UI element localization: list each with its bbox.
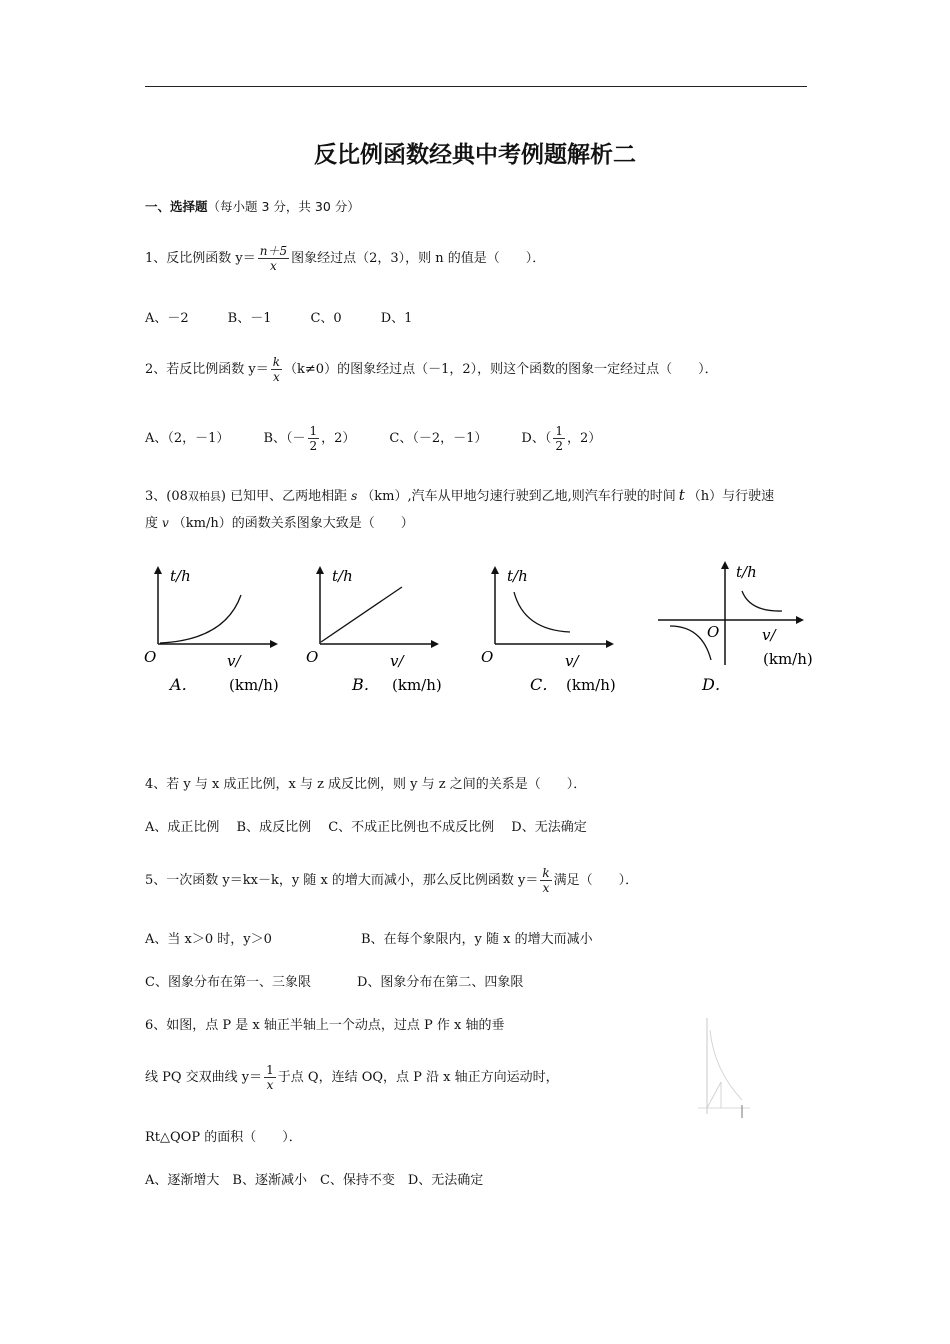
graph-a-letter: A． xyxy=(170,675,198,694)
graph-c xyxy=(481,567,616,694)
q3-var-v: v xyxy=(162,516,169,530)
q6-figure-oq xyxy=(707,1082,721,1108)
question-6-line-3: Rt△QOP 的面积（ ）． xyxy=(145,1130,302,1145)
graph-d-t-label: t/h xyxy=(736,563,757,581)
section-note: （每小题 3 分，共 30 分） xyxy=(207,199,360,214)
graph-d xyxy=(658,563,813,694)
q6-figure-curve xyxy=(710,1030,742,1100)
graph-a xyxy=(144,567,279,694)
graph-a-origin: O xyxy=(144,648,157,666)
q1-options: A、－2 B、－1 C、0 D、1 xyxy=(145,311,413,326)
q6-frac-den: x xyxy=(266,1078,274,1092)
q3-var-s: s xyxy=(351,489,358,503)
q2-option-d-frac: $\frac{1}{2}$ xyxy=(555,424,563,453)
graph-a-curve xyxy=(160,595,241,643)
q6-options: A、逐渐增大 B、逐渐减小 C、保持不变 D、无法确定 xyxy=(145,1173,484,1188)
q5-fraction xyxy=(540,866,551,895)
section-label: 一、选择题 xyxy=(145,199,208,214)
graph-d-origin: O xyxy=(707,623,720,641)
graph-b-unit: (km/h) xyxy=(392,676,442,694)
graph-d-curve-q1 xyxy=(742,591,782,611)
q4-options: A、成正比例 B、成反比例 C、不成正比例也不成反比例 D、无法确定 xyxy=(145,820,587,835)
q2-frac-num: k xyxy=(272,355,281,369)
q5-option-c: C、图象分布在第一、三象限 xyxy=(145,975,311,990)
q3-source-place: 双柏县 xyxy=(187,490,221,503)
q1-frac-den: x xyxy=(270,259,277,273)
question-3-line-2: 度 v （km/h）的函数关系图象大致是（ ） xyxy=(145,516,414,531)
graph-c-origin: O xyxy=(481,648,494,666)
graph-c-v-label: v/ xyxy=(565,652,579,670)
q1-frac-num: n＋5 xyxy=(259,244,288,258)
question-6-line-1: 6、如图，点 P 是 x 轴正半轴上一个动点，过点 P 作 x 轴的垂 xyxy=(145,1018,505,1033)
graph-c-curve xyxy=(514,592,570,632)
graph-d-letter: D． xyxy=(702,675,731,694)
q1-stem-end: 图象经过点（2，3），则 n 的值是（ ）． xyxy=(291,251,546,266)
q2-stem-end: （k≠0）的图象经过点（－1，2），则这个函数的图象一定经过点（ ）． xyxy=(284,362,718,377)
q5-option-d: D、图象分布在第二、四象限 xyxy=(357,975,524,990)
graph-d-curve-q3 xyxy=(670,626,711,660)
page-title: 反比例函数经典中考例题解析二 xyxy=(314,142,636,168)
q6-fraction xyxy=(264,1063,276,1092)
q5-option-b: B、在每个象限内，y 随 x 的增大而减小 xyxy=(361,932,593,947)
graph-b xyxy=(306,567,442,694)
q2-option-c: C、（－2，－1） xyxy=(389,431,488,446)
q2-frac-den: x xyxy=(273,370,280,384)
question-6-line-2: 线 PQ 交双曲线 y＝ $\frac{1}{x}$ 于点 Q，连结 OQ，点 P 沿 x 轴正方向运动时， xyxy=(145,1063,559,1092)
graph-c-t-label: t/h xyxy=(507,567,528,585)
q6-frac-num: 1 xyxy=(266,1063,274,1077)
graph-b-origin: O xyxy=(306,648,319,666)
q5-stem-end: 满足（ ）． xyxy=(553,873,639,888)
q3-var-t: t xyxy=(678,486,685,504)
q2-options: A、（2，－1） B、（－ $\frac{1}{2}$ ，2） C、（－2，－1） D、（ $\frac{1}{2}$ ，2） xyxy=(145,424,602,453)
q5-frac-num: k xyxy=(542,866,550,880)
question-3-line-1: 3、(08双柏县) 已知甲、乙两地相距 s （km）,汽车从甲地匀速行驶到乙地,则汽车行驶的时间 t （h）与行驶速 xyxy=(145,486,775,504)
graph-b-line xyxy=(321,587,402,642)
graph-d-unit: (km/h) xyxy=(763,650,813,668)
graph-a-t-label: t/h xyxy=(170,567,191,585)
question-5 xyxy=(145,866,638,895)
q5-frac-den: x xyxy=(542,881,550,895)
graph-b-t-label: t/h xyxy=(332,567,353,585)
graph-d-v-label: v/ xyxy=(762,626,776,644)
q6-figure xyxy=(690,1010,760,1125)
q1-stem-start: 1、反比例函数 y＝ xyxy=(145,251,256,266)
q2-stem-start: 2、若反比例函数 y＝ xyxy=(145,362,269,377)
graph-a-unit: (km/h) xyxy=(229,676,279,694)
graph-b-v-label: v/ xyxy=(390,652,404,670)
question-4: 4、若 y 与 x 成正比例，x 与 z 成反比例，则 y 与 z 之间的关系是（ ）． xyxy=(145,777,587,792)
graph-a-v-label: v/ xyxy=(227,652,241,670)
q2-option-a: A、（2，－1） xyxy=(145,431,230,446)
q5-stem-start: 5、一次函数 y＝kx－k，y 随 x 的增大而减小，那么反比例函数 y＝ xyxy=(145,873,539,888)
graph-c-letter: C． xyxy=(530,675,559,694)
graph-b-letter: B． xyxy=(352,675,380,694)
q2-option-d: D、（ xyxy=(521,431,552,446)
q5-option-a: A、当 x＞0 时，y＞0 xyxy=(145,932,272,947)
q2-option-b-frac: $\frac{1}{2}$ xyxy=(309,424,318,453)
graph-c-unit: (km/h) xyxy=(566,676,616,694)
q2-option-b: B、（－ xyxy=(263,431,306,446)
